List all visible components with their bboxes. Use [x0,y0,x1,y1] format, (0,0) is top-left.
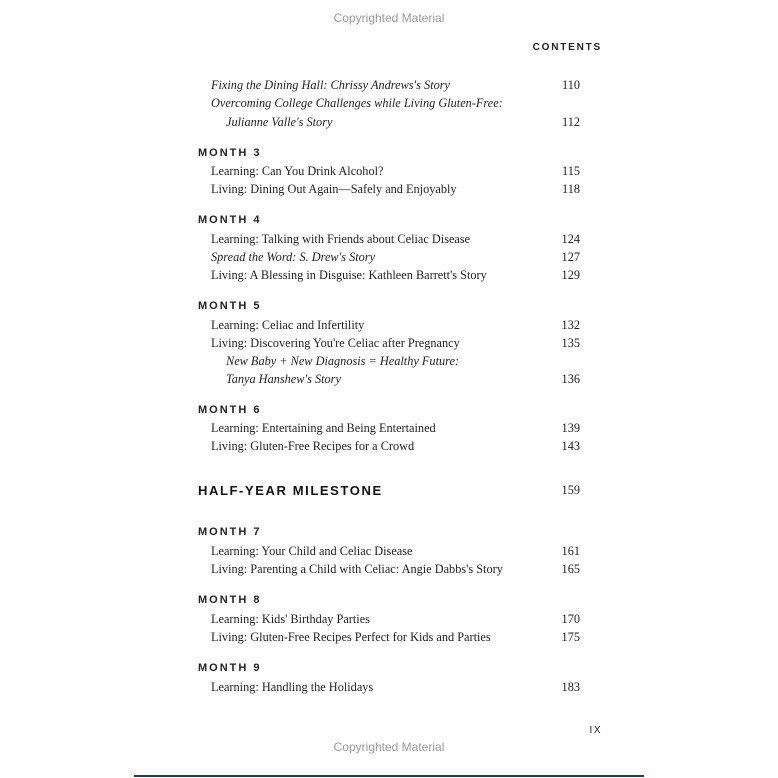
toc-entry: Living: Dining Out Again—Safely and Enjoyably [211,182,457,196]
toc-page-number: 159 [561,483,580,497]
month-heading: MONTH 9 [198,662,262,674]
toc-page-number: 132 [561,318,580,332]
toc-entry: Julianne Valle's Story [226,115,333,129]
month-heading: MONTH 5 [198,300,262,312]
toc-page-number: 136 [561,372,580,386]
toc-page-number: 135 [561,336,580,350]
toc-page-number: 139 [561,421,580,435]
toc-page-number: 143 [561,439,580,453]
milestone-heading: HALF-YEAR MILESTONE [198,483,383,498]
toc-page-number: 165 [561,562,580,576]
toc-page-number: 124 [561,232,580,246]
watermark-top: Copyrighted Material [333,11,445,25]
toc-page-number: 170 [561,612,580,626]
running-head: CONTENTS [532,42,602,53]
toc-page-number: 175 [561,630,580,644]
toc-page-number: 161 [561,544,580,558]
toc-entry: Learning: Entertaining and Being Entertained [211,421,436,435]
month-heading: MONTH 7 [198,526,262,538]
toc-entry: Learning: Kids' Birthday Parties [211,612,370,626]
toc-entry: Learning: Talking with Friends about Celiac Disease [211,232,471,246]
toc-entry: Spread the Word: S. Drew's Story [211,250,376,264]
toc-entry: Tanya Hanshew's Story [226,372,341,386]
watermark-bottom: Copyrighted Material [333,740,445,754]
toc-entry: Living: Gluten-Free Recipes Perfect for Kids and Parties [211,630,491,644]
month-heading: MONTH 4 [198,214,262,226]
toc-page-number: 112 [562,115,580,129]
toc-entry: New Baby + New Diagnosis = Healthy Future: [226,354,460,368]
toc-entry: Learning: Can You Drink Alcohol? [211,164,384,178]
month-heading: MONTH 3 [198,147,262,159]
toc-entry: Fixing the Dining Hall: Chrissy Andrews's Story [211,78,450,92]
toc-entry: Living: Discovering You're Celiac after Pregnancy [211,336,460,350]
toc-page-number: 118 [562,182,580,196]
bottom-rule [134,775,644,777]
toc-page-number: 127 [561,250,580,264]
toc-page-number: 110 [562,78,580,92]
page-folio: IX [589,725,602,736]
toc-entry: Living: Gluten-Free Recipes for a Crowd [211,439,415,453]
toc-entry: Living: A Blessing in Disguise: Kathleen Barrett's Story [211,268,487,282]
toc-page-number: 183 [561,680,580,694]
toc-entry: Learning: Handling the Holidays [211,680,374,694]
toc-entry: Living: Parenting a Child with Celiac: Angie Dabbs's Story [211,562,503,576]
month-heading: MONTH 8 [198,594,262,606]
toc-entry: Learning: Celiac and Infertility [211,318,365,332]
toc-entry: Learning: Your Child and Celiac Disease [211,544,413,558]
month-heading: MONTH 6 [198,404,262,416]
toc-page-number: 115 [562,164,580,178]
toc-entry: Overcoming College Challenges while Living Gluten-Free: [211,96,503,110]
toc-page-number: 129 [561,268,580,282]
